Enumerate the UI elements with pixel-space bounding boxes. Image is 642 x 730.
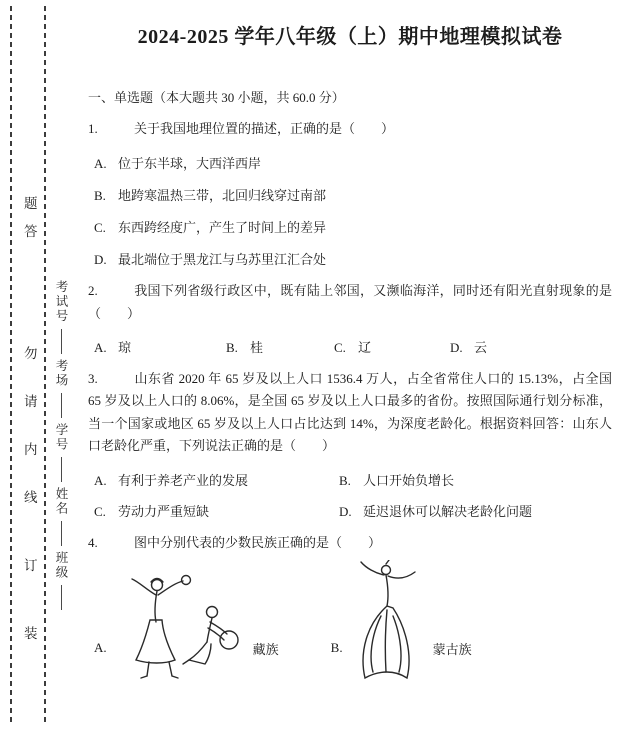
seal-text-char: 订 <box>24 558 38 573</box>
question-3-options <box>94 470 612 520</box>
page-title: 2024-2025 学年八年级（上）期中地理模拟试卷 <box>137 26 563 48</box>
field-class: 班级 <box>54 550 68 580</box>
seal-text-char: 题 <box>24 196 38 211</box>
option-label: A. <box>94 156 107 172</box>
option-label: B. <box>94 188 106 204</box>
question-2-options <box>94 337 612 356</box>
option-label: A. <box>94 340 107 356</box>
option-label: A. <box>94 472 107 488</box>
exam-content <box>88 0 628 684</box>
field-blank-line <box>61 329 62 354</box>
option-text: 桂 <box>250 340 264 356</box>
option-c <box>334 337 450 356</box>
option-text: 云 <box>474 340 488 356</box>
option-label: C. <box>94 503 106 519</box>
peacock-dancer-illustration <box>353 560 425 684</box>
seal-text-char: 请 <box>24 394 38 409</box>
field-exam-room: 考场 <box>54 358 68 388</box>
field-name: 姓名 <box>54 486 68 516</box>
field-blank-line <box>61 457 62 482</box>
question-text: 山东省 2020 年 65 岁及以上人口 1536.4 万人，占全省常住人口的 15.13%，占全国 65 岁及以上人口的 8.06%，是全国 65 岁及以上人口最多的省份。按照国际通行划分标准，当一个国家或地区 65 岁及以上人口占比达到 14%，为深度老龄化。根据资料回答：山东人口老龄化严重，下列说法正确的是（ ） <box>88 371 612 454</box>
question-number: 1. <box>88 121 98 136</box>
section-heading: 一、单选题（本大题共 30 小题，共 60.0 分） <box>88 90 345 105</box>
option-label: D. <box>94 252 107 268</box>
option-a <box>94 337 226 356</box>
option-text: 劳动力严重短缺 <box>118 503 210 519</box>
option-label: D. <box>339 503 352 519</box>
option-text: 藏族 <box>252 641 279 657</box>
question-text: 我国下列省级行政区中，既有陆上邻国，又濒临海洋，同时还有阳光直射现象的是（ ） <box>88 283 612 321</box>
option-c <box>94 217 612 236</box>
question-number: 4. <box>88 534 98 550</box>
binding-dash-line-outer <box>10 6 12 726</box>
option-b <box>339 470 612 489</box>
question-number: 2. <box>88 283 98 299</box>
option-label: B. <box>339 472 351 488</box>
seal-text-char: 装 <box>24 626 38 641</box>
field-student-id: 学号 <box>54 422 68 452</box>
option-a <box>94 470 339 489</box>
field-blank-line <box>61 521 62 546</box>
option-text: 位于东半球，大西洋西岸 <box>118 156 262 172</box>
option-text: 有利于养老产业的发展 <box>118 472 249 488</box>
option-label: B. <box>330 639 343 655</box>
option-d <box>450 337 487 356</box>
option-label: C. <box>94 220 106 236</box>
option-text: 延迟退休可以解决老龄化问题 <box>363 503 533 519</box>
seal-text-char: 答 <box>24 224 38 239</box>
option-b <box>94 185 612 204</box>
seal-text-column <box>23 192 41 662</box>
option-text: 最北端位于黑龙江与乌苏里江汇合处 <box>118 252 327 268</box>
question-4-figures <box>94 560 612 684</box>
option-a <box>94 153 612 172</box>
question-1 <box>88 118 612 140</box>
option-label: C. <box>334 340 346 356</box>
seal-text-char: 线 <box>24 490 38 505</box>
option-label: D. <box>450 340 463 356</box>
seal-text-char: 勿 <box>24 346 38 361</box>
field-blank-line <box>61 585 62 610</box>
xinjiang-dancers-illustration <box>117 572 245 684</box>
option-text: 蒙古族 <box>432 641 472 657</box>
option-text: 辽 <box>358 340 372 356</box>
question-1-options <box>94 153 612 268</box>
question-text: 关于我国地理位置的描述，正确的是（ ） <box>134 121 395 136</box>
option-d <box>94 249 612 268</box>
field-blank-line <box>61 393 62 418</box>
option-b <box>226 337 334 356</box>
option-label: B. <box>226 340 238 356</box>
question-3 <box>88 368 612 457</box>
question-text: 图中分别代表的少数民族正确的是（ ） <box>134 534 382 550</box>
binding-dash-line-inner <box>44 6 46 726</box>
question-number: 3. <box>88 371 98 387</box>
option-text: 地跨寒温热三带，北回归线穿过南部 <box>118 188 327 204</box>
field-exam-number: 考试号 <box>54 280 68 324</box>
option-text: 琼 <box>118 340 132 356</box>
student-info-fields <box>52 280 70 615</box>
option-d <box>339 501 612 520</box>
seal-text-char: 内 <box>24 442 38 457</box>
question-4 <box>88 532 612 554</box>
option-text: 人口开始负增长 <box>363 472 455 488</box>
option-text: 东西跨经度广，产生了时间上的差异 <box>118 220 327 236</box>
option-c <box>94 501 339 520</box>
question-2 <box>88 280 612 325</box>
option-label: A. <box>94 639 107 655</box>
